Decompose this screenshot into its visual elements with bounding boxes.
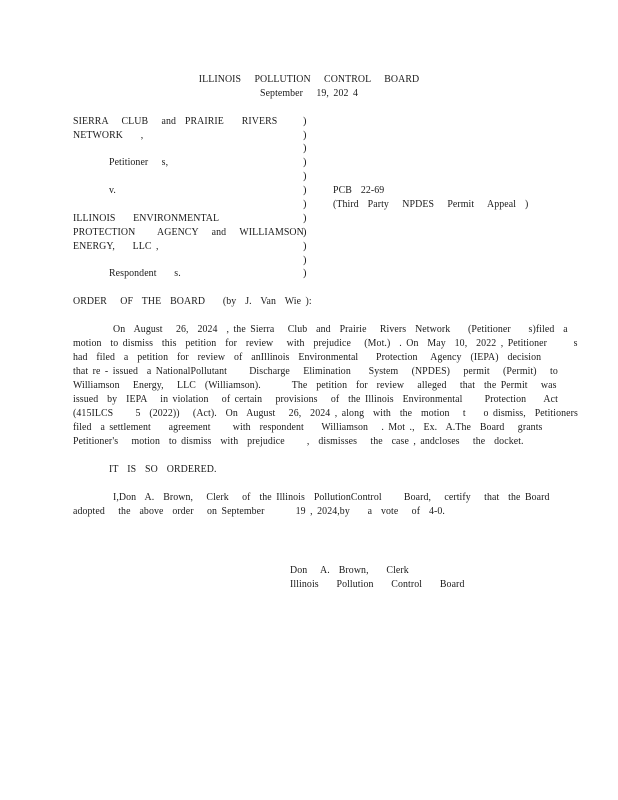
petitioner-name-line-2: NETWORK , xyxy=(73,130,144,141)
body-line: that re - issued a NationalPollutant Discharge Elimination System (NPDES) permit (Permit) to xyxy=(73,366,558,377)
signature-name: Don A. Brown, Clerk xyxy=(290,565,409,576)
caption-paren: ) xyxy=(303,268,307,279)
caption-paren: ) xyxy=(303,130,307,141)
caption-paren: ) xyxy=(303,241,307,252)
agency-title: ILLINOIS POLLUTION CONTROL BOARD xyxy=(198,74,420,85)
body-line: issued by IEPA in violation of certain provisions of the Illinois Environmental Protection Act xyxy=(73,394,558,405)
respondent-name-line-1: ILLINOIS ENVIRONMENTAL xyxy=(73,213,220,224)
certification-line: adopted the above order on September 19 , 2024,by a vote of 4-0. xyxy=(73,506,445,517)
caption-paren: ) xyxy=(303,213,307,224)
caption-paren: ) xyxy=(303,255,307,266)
respondent-name-line-2: PROTECTION AGENCY and WILLIAMSON xyxy=(73,227,304,238)
body-line: motion to dismiss this petition for review with prejudice (Mot.) . On May 10, 2022 , Petitioner s xyxy=(73,338,578,349)
respondent-role: Respondent s. xyxy=(109,268,181,279)
case-type: (Third Party NPDES Permit Appeal ) xyxy=(333,199,529,210)
respondent-name-line-3: ENERGY, LLC , xyxy=(73,241,159,252)
case-number: PCB 22-69 xyxy=(333,185,385,196)
body-line: Williamson Energy, LLC (Williamson). The petition for review alleged that the Permit was xyxy=(73,380,557,391)
caption-paren: ) xyxy=(303,171,307,182)
caption-paren: ) xyxy=(303,143,307,154)
certification-line: I,Don A. Brown, Clerk of the Illinois PollutionControl Board, certify that the Board xyxy=(73,492,550,503)
so-ordered: IT IS SO ORDERED. xyxy=(109,464,217,475)
caption-paren: ) xyxy=(303,199,307,210)
petitioner-role: Petitioner s, xyxy=(109,157,169,168)
body-line: On August 26, 2024 , the Sierra Club and Prairie Rivers Network (Petitioner s)filed a xyxy=(73,324,568,335)
signature-title: Illinois Pollution Control Board xyxy=(290,579,465,590)
caption-paren: ) xyxy=(303,227,307,238)
versus: v. xyxy=(109,185,116,196)
order-date: September 19, 202 4 xyxy=(259,88,358,99)
caption-paren: ) xyxy=(303,185,307,196)
caption-paren: ) xyxy=(303,116,307,127)
body-line: Petitioner's motion to dismiss with prejudice , dismisses the case , andcloses the docket. xyxy=(73,436,524,447)
caption-paren: ) xyxy=(303,157,307,168)
body-line: filed a settlement agreement with respondent Williamson . Mot ., Ex. A.The Board grants xyxy=(73,422,543,433)
body-line: had filed a petition for review of anIllinois Environmental Protection Agency (IEPA) decision xyxy=(73,352,542,363)
order-heading: ORDER OF THE BOARD (by J. Van Wie ): xyxy=(73,296,312,307)
body-line: (415ILCS 5 (2022)) (Act). On August 26, 2024 , along with the motion t o dismiss, Petitioners xyxy=(73,408,578,419)
petitioner-name-line-1: SIERRA CLUB and PRAIRIE RIVERS xyxy=(73,116,278,127)
